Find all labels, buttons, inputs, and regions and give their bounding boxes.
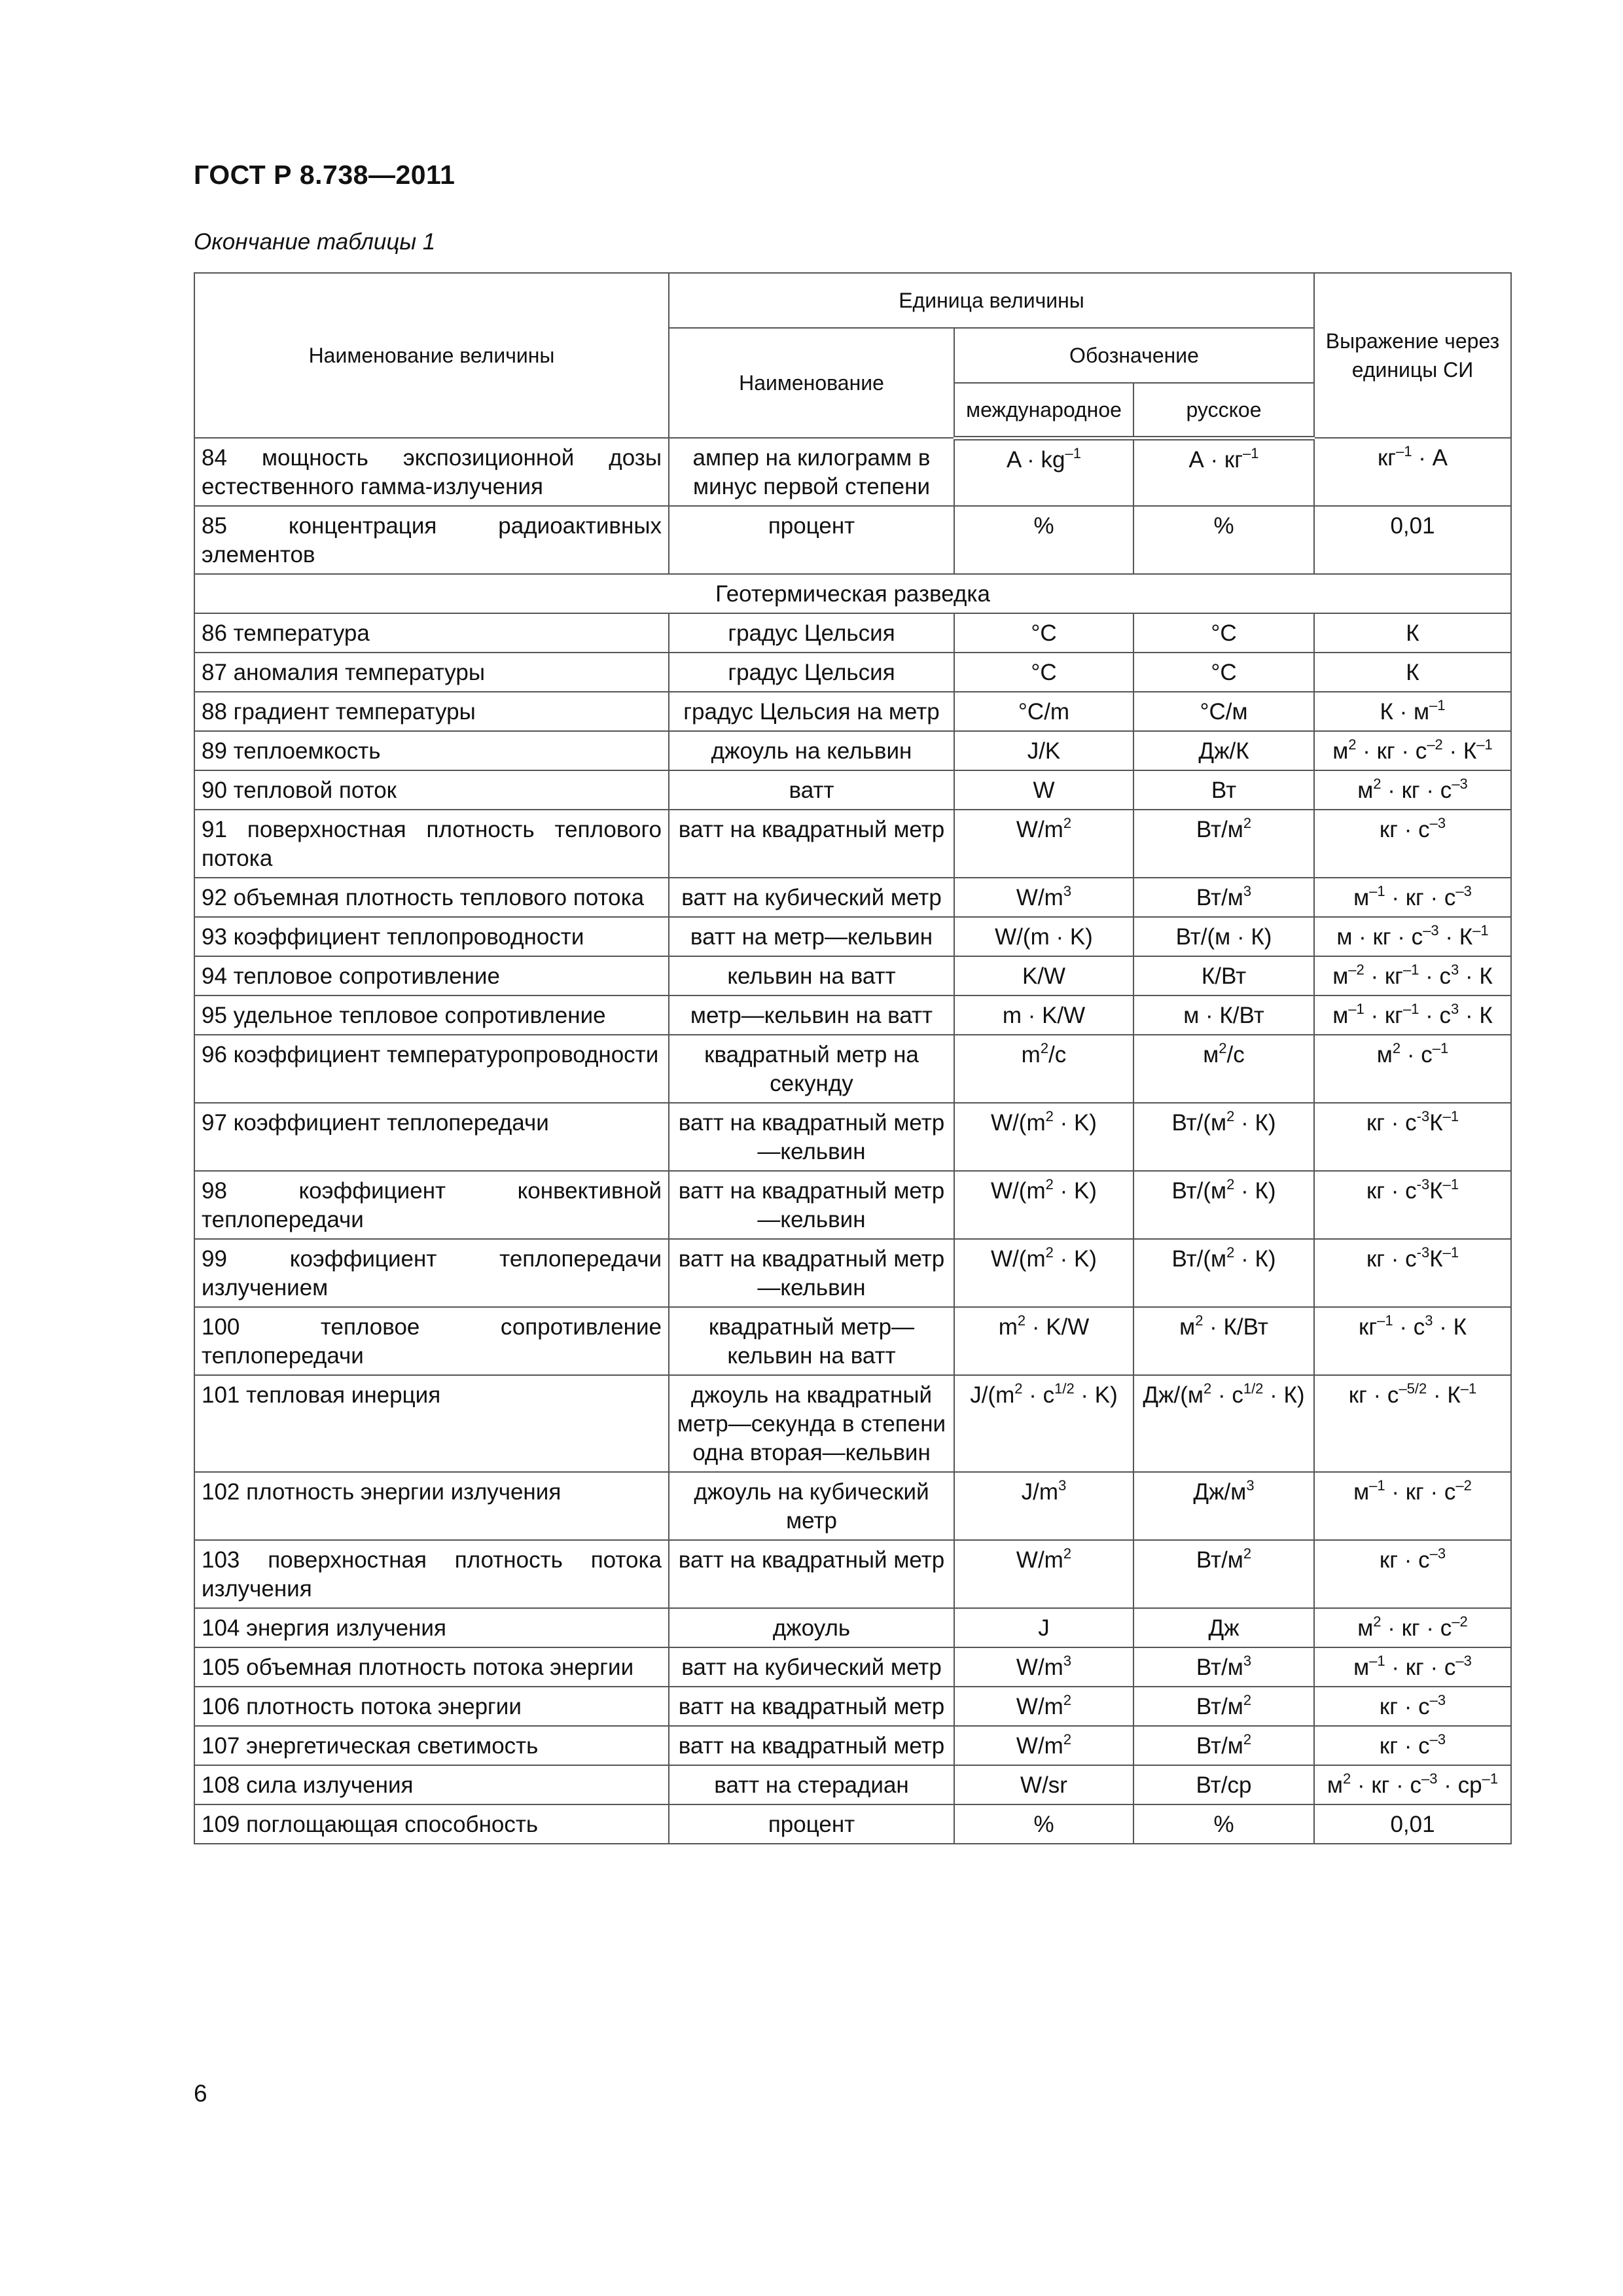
table-row	[194, 1726, 1511, 1765]
russian-symbol-cell: $Вт/(м^2 \cdot К)$	[1133, 1239, 1314, 1307]
unit-name-cell: квадратный метр на секунду	[669, 1035, 954, 1103]
russian-symbol-cell: Дж	[1133, 1608, 1314, 1647]
quantity-name-cell: 95 удельное тепловое сопротивление	[194, 996, 669, 1035]
table-row	[194, 1608, 1511, 1647]
page-number: 6	[194, 2080, 207, 2107]
si-expression-cell: $м^2 \cdot с^{-1}$	[1314, 1035, 1511, 1103]
international-symbol-cell: °C	[954, 613, 1133, 653]
header-quantity-name: Наименование величины	[194, 273, 669, 438]
table-row	[194, 996, 1511, 1035]
header-unit-name: Наименование	[669, 328, 954, 438]
russian-symbol-cell: $Вт/м^3$	[1133, 878, 1314, 917]
si-expression-cell: $м^{-1}$ · кг · $с^{-3}$	[1314, 878, 1511, 917]
international-symbol-cell: $W/m^3$	[954, 878, 1133, 917]
table-row	[194, 731, 1511, 770]
unit-name-cell: джоуль на квадратный метр—секунда в степени одна вторая—кельвин	[669, 1375, 954, 1472]
si-expression-cell: 0,01	[1314, 506, 1511, 574]
si-expression-cell: К	[1314, 653, 1511, 692]
quantity-name-cell: 87 аномалия температуры	[194, 653, 669, 692]
quantity-name-cell: 85 концентрация радиоактивных элементов	[194, 506, 669, 574]
table-row	[194, 1171, 1511, 1239]
unit-name-cell: джоуль на кубический метр	[669, 1472, 954, 1540]
russian-symbol-cell: $А \cdot кг^{-1}$	[1133, 438, 1314, 506]
unit-name-cell: процент	[669, 506, 954, 574]
unit-name-cell: ватт на кубический метр	[669, 1647, 954, 1687]
international-symbol-cell: $A \cdot kg^{-1}$	[954, 438, 1133, 506]
si-expression-cell: кг · $с^{-5/2} \cdot К^{-1}$	[1314, 1375, 1511, 1472]
header-russian: русское	[1133, 383, 1314, 438]
russian-symbol-cell: Дж/К	[1133, 731, 1314, 770]
russian-symbol-cell: °С	[1133, 653, 1314, 692]
header-international: международное	[954, 383, 1133, 438]
unit-name-cell: ватт на квадратный метр—кельвин	[669, 1171, 954, 1239]
unit-name-cell: градус Цельсия	[669, 613, 954, 653]
quantity-name-cell: 99 коэффициент теплопередачи излучением	[194, 1239, 669, 1307]
unit-name-cell: ватт на квадратный метр	[669, 1726, 954, 1765]
russian-symbol-cell: Вт	[1133, 770, 1314, 810]
russian-symbol-cell: $Дж/(м^2 \cdot с^{1/2} \cdot К)$	[1133, 1375, 1314, 1472]
si-expression-cell: $м^2$ · кг · $с^{-2}$	[1314, 1608, 1511, 1647]
si-expression-cell: кг · $с^{-3}К^{-1}$	[1314, 1171, 1511, 1239]
international-symbol-cell: $W/m^2$	[954, 1687, 1133, 1726]
document-code: ГОСТ Р 8.738—2011	[194, 160, 455, 190]
international-symbol-cell: %	[954, 506, 1133, 574]
quantity-name-cell: 107 энергетическая светимость	[194, 1726, 669, 1765]
international-symbol-cell: $J/m^3$	[954, 1472, 1133, 1540]
international-symbol-cell: $W/m^3$	[954, 1647, 1133, 1687]
table-row	[194, 956, 1511, 996]
si-expression-cell: $м^2$ · кг · $с^{-2} \cdot К^{-1}$	[1314, 731, 1511, 770]
table-row	[194, 506, 1511, 574]
russian-symbol-cell: $Дж/м^3$	[1133, 1472, 1314, 1540]
unit-name-cell: джоуль	[669, 1608, 954, 1647]
table-row	[194, 1375, 1511, 1472]
table-row	[194, 1103, 1511, 1171]
table-row	[194, 810, 1511, 878]
international-symbol-cell: J	[954, 1608, 1133, 1647]
russian-symbol-cell: $Вт/м^2$	[1133, 810, 1314, 878]
russian-symbol-cell: $Вт/м^3$	[1133, 1647, 1314, 1687]
international-symbol-cell: W/(m · K)	[954, 917, 1133, 956]
quantity-name-cell: 89 теплоемкость	[194, 731, 669, 770]
quantity-name-cell: 90 тепловой поток	[194, 770, 669, 810]
quantity-name-cell: 104 энергия излучения	[194, 1608, 669, 1647]
si-expression-cell: кг · $с^{-3}$	[1314, 810, 1511, 878]
international-symbol-cell: m · K/W	[954, 996, 1133, 1035]
si-expression-cell: кг · $с^{-3}К^{-1}$	[1314, 1239, 1511, 1307]
quantity-name-cell: 109 поглощающая способность	[194, 1804, 669, 1844]
quantity-name-cell: 88 градиент температуры	[194, 692, 669, 731]
russian-symbol-cell: Вт/(м · К)	[1133, 917, 1314, 956]
si-expression-cell: кг · $с^{-3}$	[1314, 1687, 1511, 1726]
table-row	[194, 1647, 1511, 1687]
russian-symbol-cell: К/Вт	[1133, 956, 1314, 996]
unit-name-cell: джоуль на кельвин	[669, 731, 954, 770]
unit-name-cell: ватт на метр—кельвин	[669, 917, 954, 956]
section-row	[194, 574, 1511, 613]
si-expression-cell: $кг^{-1} \cdot с^3 \cdot К$	[1314, 1307, 1511, 1375]
table-row	[194, 613, 1511, 653]
si-expression-cell: $м^{-2} \cdot кг^{-1} \cdot с^3 \cdot К$	[1314, 956, 1511, 996]
si-expression-cell: $м^{-1} \cdot кг^{-1} \cdot с^3 \cdot К$	[1314, 996, 1511, 1035]
table-row	[194, 1239, 1511, 1307]
quantity-name-cell: 92 объемная плотность теплового потока	[194, 878, 669, 917]
table-header	[194, 273, 1511, 438]
russian-symbol-cell: $Вт/м^2$	[1133, 1540, 1314, 1608]
quantity-name-cell: 97 коэффициент теплопередачи	[194, 1103, 669, 1171]
russian-symbol-cell: $м^2 \cdot К/Вт$	[1133, 1307, 1314, 1375]
international-symbol-cell: $W/(m^2 \cdot K)$	[954, 1103, 1133, 1171]
unit-name-cell: ватт на квадратный метр	[669, 1687, 954, 1726]
russian-symbol-cell: $м^2/с$	[1133, 1035, 1314, 1103]
si-expression-cell: 0,01	[1314, 1804, 1511, 1844]
quantity-name-cell: 93 коэффициент теплопроводности	[194, 917, 669, 956]
table-row	[194, 438, 1511, 506]
unit-name-cell: ватт на квадратный метр—кельвин	[669, 1239, 954, 1307]
section-title: Геотермическая разведка	[194, 574, 1511, 613]
quantity-name-cell: 105 объемная плотность потока энергии	[194, 1647, 669, 1687]
international-symbol-cell: °C/m	[954, 692, 1133, 731]
unit-name-cell: процент	[669, 1804, 954, 1844]
unit-name-cell: градус Цельсия	[669, 653, 954, 692]
si-expression-cell: $м^2$ · кг · $с^{-3} \cdot ср^{-1}$	[1314, 1765, 1511, 1804]
table-row	[194, 692, 1511, 731]
international-symbol-cell: $W/(m^2 \cdot K)$	[954, 1239, 1133, 1307]
si-expression-cell: $К \cdot м^{-1}$	[1314, 692, 1511, 731]
international-symbol-cell: $W/m^2$	[954, 1726, 1133, 1765]
international-symbol-cell: $m^2 \cdot K/W$	[954, 1307, 1133, 1375]
table-row	[194, 1765, 1511, 1804]
table-row	[194, 878, 1511, 917]
international-symbol-cell: $W/(m^2 \cdot K)$	[954, 1171, 1133, 1239]
russian-symbol-cell: $Вт/(м^2 \cdot К)$	[1133, 1171, 1314, 1239]
table-row	[194, 1307, 1511, 1375]
russian-symbol-cell: $Вт/м^2$	[1133, 1687, 1314, 1726]
russian-symbol-cell: %	[1133, 1804, 1314, 1844]
quantity-name-cell: 103 поверхностная плотность потока излучения	[194, 1540, 669, 1608]
quantity-name-cell: 102 плотность энергии излучения	[194, 1472, 669, 1540]
si-expression-cell: м · кг · $с^{-3} \cdot К^{-1}$	[1314, 917, 1511, 956]
si-expression-cell: кг · $с^{-3}$	[1314, 1540, 1511, 1608]
quantity-name-cell: 108 сила излучения	[194, 1765, 669, 1804]
russian-symbol-cell: %	[1133, 506, 1314, 574]
unit-name-cell: ватт на квадратный метр	[669, 1540, 954, 1608]
international-symbol-cell: $J/(m^2 \cdot c^{1/2} \cdot K)$	[954, 1375, 1133, 1472]
unit-name-cell: квадратный метр—кельвин на ватт	[669, 1307, 954, 1375]
russian-symbol-cell: м · К/Вт	[1133, 996, 1314, 1035]
unit-name-cell: ватт на квадратный метр	[669, 810, 954, 878]
table-row	[194, 917, 1511, 956]
international-symbol-cell: W/sr	[954, 1765, 1133, 1804]
quantity-name-cell: 94 тепловое сопротивление	[194, 956, 669, 996]
russian-symbol-cell: $Вт/(м^2 \cdot К)$	[1133, 1103, 1314, 1171]
table-row	[194, 653, 1511, 692]
unit-name-cell: ватт на стерадиан	[669, 1765, 954, 1804]
international-symbol-cell: $W/m^2$	[954, 1540, 1133, 1608]
international-symbol-cell: W	[954, 770, 1133, 810]
unit-name-cell: кельвин на ватт	[669, 956, 954, 996]
russian-symbol-cell: $Вт/м^2$	[1133, 1726, 1314, 1765]
quantity-name-cell: 96 коэффициент температуропроводности	[194, 1035, 669, 1103]
international-symbol-cell: J/K	[954, 731, 1133, 770]
international-symbol-cell: %	[954, 1804, 1133, 1844]
table-caption: Окончание таблицы 1	[194, 229, 436, 255]
russian-symbol-cell: °С	[1133, 613, 1314, 653]
header-unit-group: Единица величины	[669, 273, 1314, 328]
quantity-name-cell: 86 температура	[194, 613, 669, 653]
quantity-name-cell: 98 коэффициент конвективной теплопередачи	[194, 1171, 669, 1239]
international-symbol-cell: K/W	[954, 956, 1133, 996]
unit-name-cell: градус Цельсия на метр	[669, 692, 954, 731]
quantity-name-cell: 100 тепловое сопротивление теплопередачи	[194, 1307, 669, 1375]
si-expression-cell: кг · $с^{-3}$	[1314, 1726, 1511, 1765]
international-symbol-cell: °C	[954, 653, 1133, 692]
si-expression-cell: $м^{-1}$ · кг · $с^{-2}$	[1314, 1472, 1511, 1540]
table-row	[194, 1540, 1511, 1608]
unit-name-cell: ватт на квадратный метр—кельвин	[669, 1103, 954, 1171]
unit-name-cell: метр—кельвин на ватт	[669, 996, 954, 1035]
international-symbol-cell: $W/m^2$	[954, 810, 1133, 878]
international-symbol-cell: $m^2/c$	[954, 1035, 1133, 1103]
table-row	[194, 1804, 1511, 1844]
si-expression-cell: К	[1314, 613, 1511, 653]
quantity-name-cell: 101 тепловая инерция	[194, 1375, 669, 1472]
header-designation: Обозначение	[954, 328, 1314, 383]
unit-name-cell: ватт на кубический метр	[669, 878, 954, 917]
quantity-name-cell: 106 плотность потока энергии	[194, 1687, 669, 1726]
si-expression-cell: кг · $с^{-3}К^{-1}$	[1314, 1103, 1511, 1171]
quantity-name-cell: 91 поверхностная плотность теплового потока	[194, 810, 669, 878]
russian-symbol-cell: °С/м	[1133, 692, 1314, 731]
table-body	[194, 438, 1511, 1844]
si-expression-cell: $м^2$ · кг · $с^{-3}$	[1314, 770, 1511, 810]
unit-name-cell: ватт	[669, 770, 954, 810]
unit-name-cell: ампер на килограмм в минус первой степени	[669, 438, 954, 506]
si-expression-cell: $м^{-1}$ · кг · $с^{-3}$	[1314, 1647, 1511, 1687]
russian-symbol-cell: Вт/ср	[1133, 1765, 1314, 1804]
table-row	[194, 770, 1511, 810]
header-si-expression: Выражение через единицы СИ	[1314, 273, 1511, 438]
units-table	[194, 272, 1512, 1844]
table-row	[194, 1035, 1511, 1103]
si-expression-cell: $кг^{-1} \cdot А$	[1314, 438, 1511, 506]
quantity-name-cell: 84 мощность экспозиционной дозы естественного гамма-излучения	[194, 438, 669, 506]
table-row	[194, 1472, 1511, 1540]
table-row	[194, 1687, 1511, 1726]
